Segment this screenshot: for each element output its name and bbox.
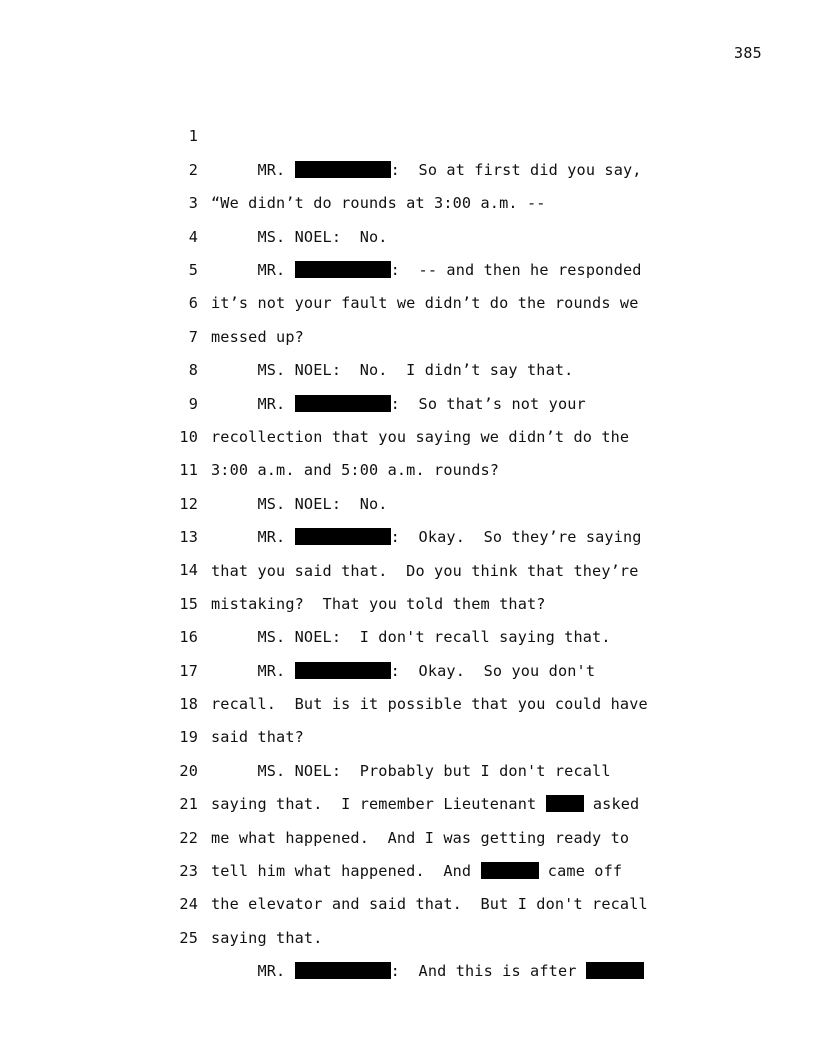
line-text: that you said that. Do you think that they’re xyxy=(211,561,639,580)
line-number: 22 xyxy=(179,828,198,847)
line-number: 8 xyxy=(188,361,198,380)
line-text: said that? xyxy=(211,728,304,747)
line-number: 14 xyxy=(179,561,198,580)
line-number: 3 xyxy=(188,194,198,213)
line-number: 18 xyxy=(179,695,198,714)
line-number: 4 xyxy=(188,227,198,246)
text-segment: : And this is after xyxy=(390,962,586,981)
transcript-body xyxy=(0,87,816,981)
line-number: 7 xyxy=(188,327,198,346)
transcript-line xyxy=(0,87,816,179)
line-text: messed up? xyxy=(211,327,304,346)
line-number: 10 xyxy=(179,427,198,446)
line-number: 13 xyxy=(179,528,198,547)
line-text: it’s not your fault we didn’t do the rounds we xyxy=(211,294,639,313)
line-number: 2 xyxy=(188,160,198,179)
text-segment: : Okay. So you don't xyxy=(390,661,596,680)
text-segment: MR. xyxy=(211,528,295,547)
text-segment: saying that. I remember Lieutenant xyxy=(211,795,546,814)
line-number: 9 xyxy=(188,394,198,413)
line-number: 1 xyxy=(188,127,198,146)
line-number: 24 xyxy=(179,895,198,914)
text-segment: : So that’s not your xyxy=(390,394,586,413)
redaction-box xyxy=(586,962,644,979)
line-number: 11 xyxy=(179,461,198,480)
text-segment: : So at first did you say, xyxy=(390,160,642,179)
line-number: 17 xyxy=(179,661,198,680)
line-text: MS. NOEL: No. I didn’t say that. xyxy=(211,361,574,380)
line-text: 3:00 a.m. and 5:00 a.m. rounds? xyxy=(211,461,500,480)
text-segment: MR. xyxy=(211,260,295,279)
line-text: MS. NOEL: No. xyxy=(211,494,388,513)
text-segment: asked xyxy=(583,795,640,814)
page-number: 385 xyxy=(734,44,762,62)
line-number: 15 xyxy=(179,594,198,613)
line-text xyxy=(211,955,644,988)
line-text: mistaking? That you told them that? xyxy=(211,594,546,613)
line-number: 21 xyxy=(179,795,198,814)
line-text: “We didn’t do rounds at 3:00 a.m. -- xyxy=(211,194,546,213)
text-segment: MR. xyxy=(211,962,295,981)
text-segment: : Okay. So they’re saying xyxy=(390,528,642,547)
line-number: 20 xyxy=(179,761,198,780)
line-number: 6 xyxy=(188,294,198,313)
line-text: recollection that you saying we didn’t do the xyxy=(211,427,630,446)
line-number: 19 xyxy=(179,728,198,747)
text-segment: MR. xyxy=(211,160,295,179)
line-number: 5 xyxy=(188,260,198,279)
line-text: recall. But is it possible that you could have xyxy=(211,695,648,714)
line-number: 25 xyxy=(179,928,198,947)
line-text: MS. NOEL: I don't recall saying that. xyxy=(211,628,611,647)
redaction-box xyxy=(295,962,391,979)
text-segment: MR. xyxy=(211,661,295,680)
text-segment: came off xyxy=(538,862,623,881)
line-text: me what happened. And I was getting ready to xyxy=(211,828,630,847)
text-segment: tell him what happened. And xyxy=(211,862,481,881)
text-segment: MR. xyxy=(211,394,295,413)
text-segment: : -- and then he responded xyxy=(390,260,642,279)
line-number: 12 xyxy=(179,494,198,513)
line-text: MS. NOEL: Probably but I don't recall xyxy=(211,761,611,780)
line-text: the elevator and said that. But I don't recall xyxy=(211,895,648,914)
line-text: saying that. xyxy=(211,928,323,947)
line-text: MS. NOEL: No. xyxy=(211,227,388,246)
line-number: 23 xyxy=(179,862,198,880)
line-number: 16 xyxy=(179,628,198,647)
